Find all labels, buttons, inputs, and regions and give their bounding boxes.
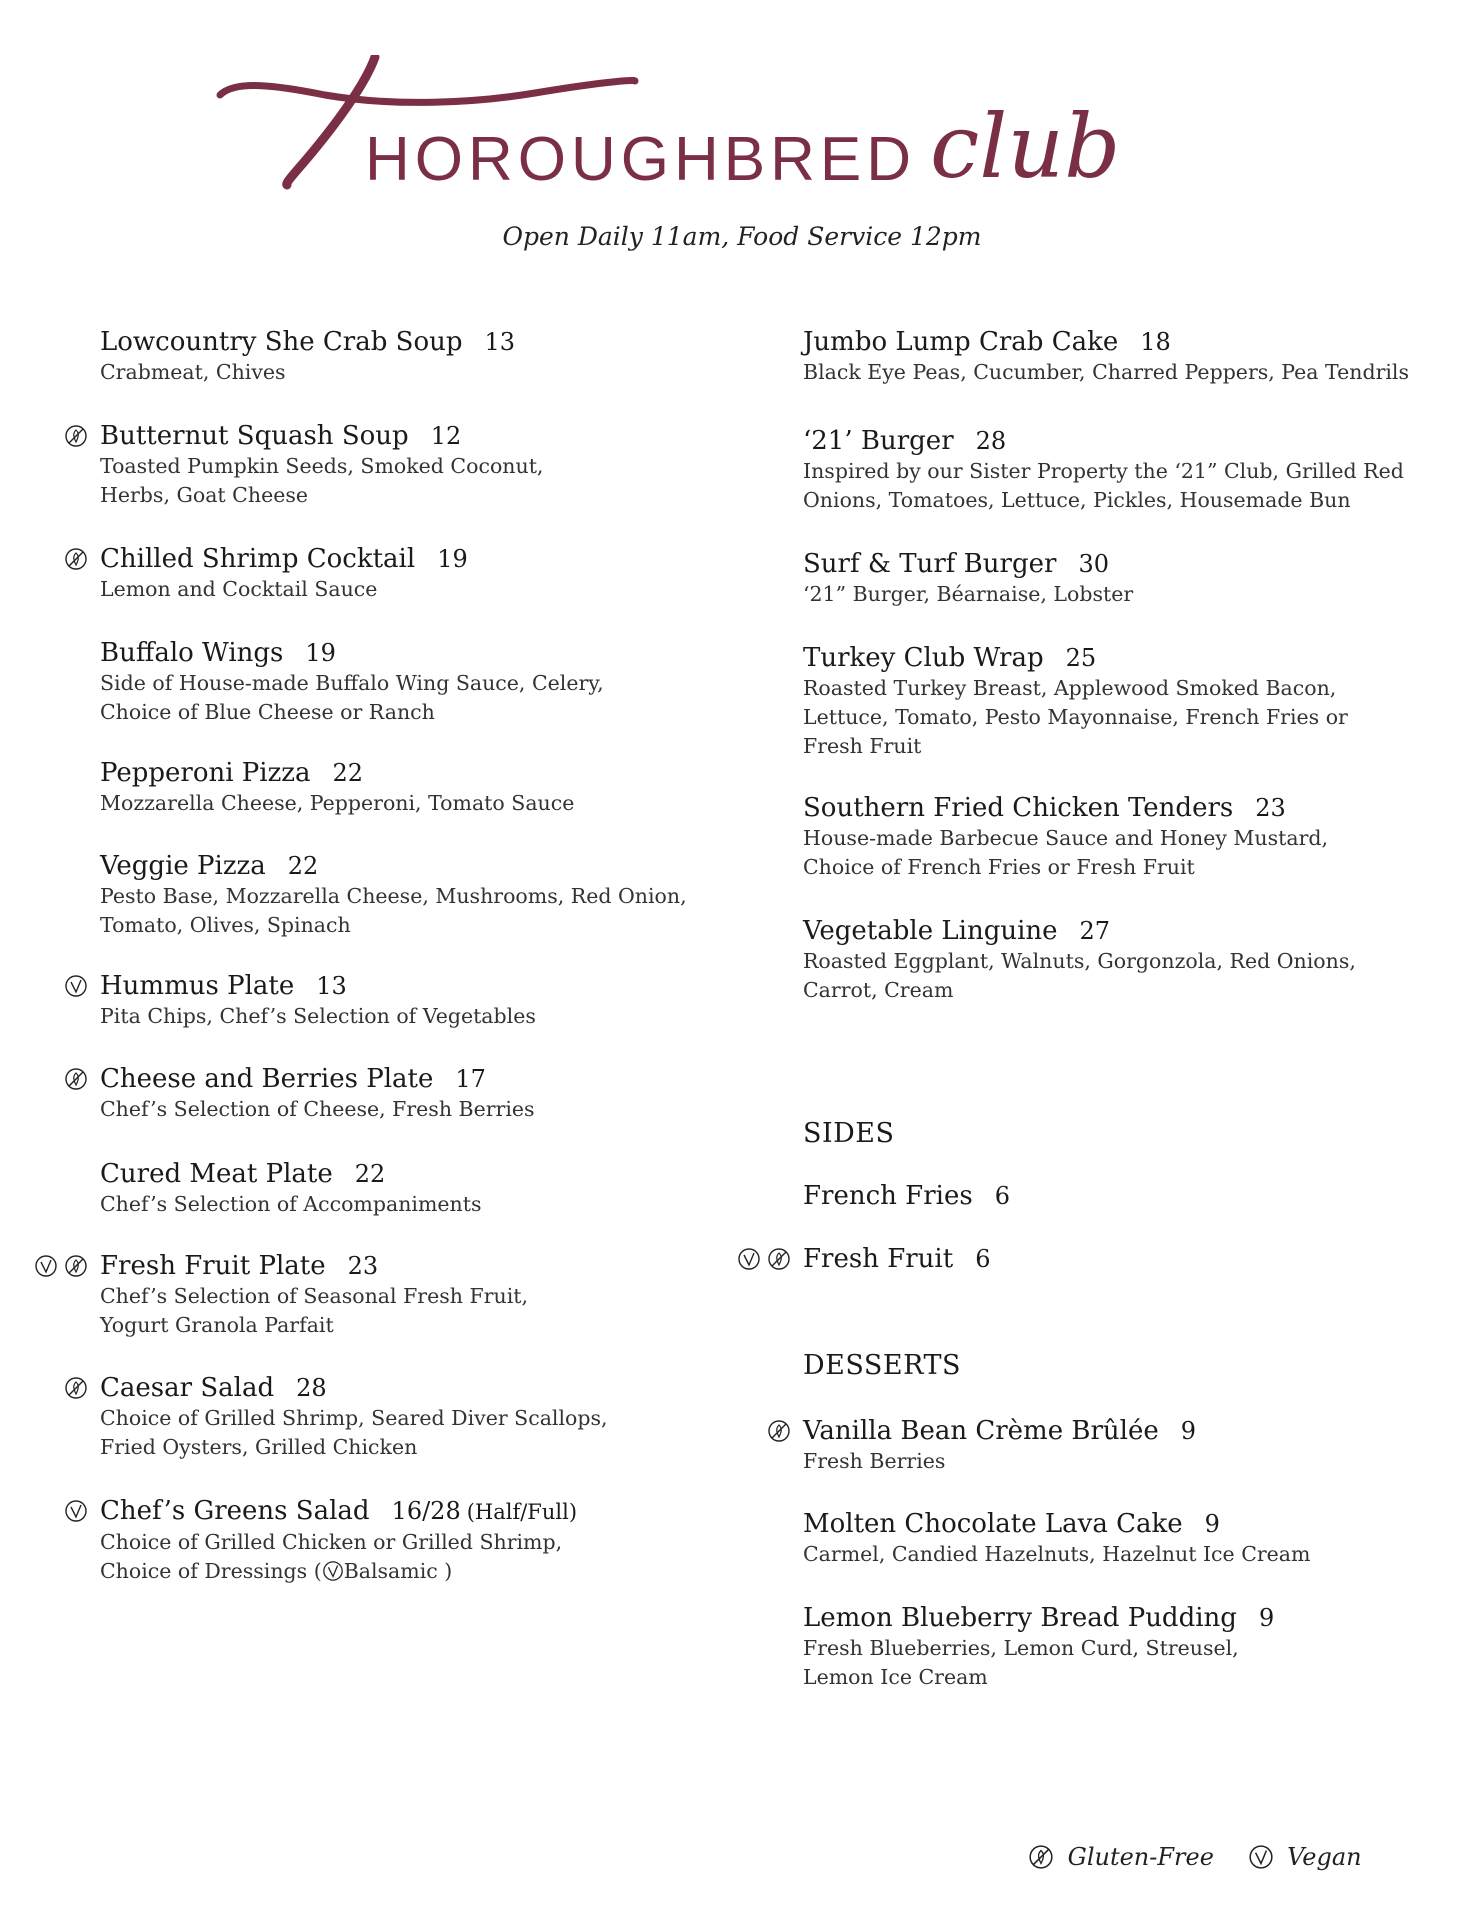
menu-item-title-line — [100, 637, 604, 669]
vegan-icon — [34, 1254, 58, 1278]
menu-item-price: 22 — [332, 759, 364, 787]
menu-item-name: Vanilla Bean Crème Brûlée — [803, 1416, 1159, 1446]
gluten-free-icon — [64, 1254, 88, 1278]
menu-item-name: Fresh Fruit — [803, 1244, 954, 1274]
menu-item-description: Lemon Ice Cream — [803, 1665, 988, 1689]
menu-item — [803, 915, 1356, 1005]
menu-item-name: Lemon Blueberry Bread Pudding — [803, 1603, 1237, 1633]
menu-item-description: Choice of Grilled Shrimp, Seared Diver Scallops, — [100, 1406, 608, 1430]
menu-item-description: Fresh Berries — [803, 1449, 946, 1473]
dressing-item: Balsamic ) — [343, 1559, 453, 1583]
menu-item-name: Fresh Fruit Plate — [100, 1251, 326, 1281]
menu-item-description: Pesto Base, Mozzarella Cheese, Mushrooms, Red Onion, — [100, 884, 687, 908]
menu-item-title-line — [803, 642, 1348, 674]
menu-item — [100, 757, 574, 818]
vegan-icon — [737, 1247, 761, 1271]
vegan-icon — [322, 1560, 344, 1582]
menu-item-description: Roasted Eggplant, Walnuts, Gorgonzola, Red Onions, — [803, 949, 1356, 973]
menu-item-description: Fresh Fruit — [803, 734, 922, 758]
menu-item-name: Buffalo Wings — [100, 638, 284, 668]
menu-item — [100, 1158, 482, 1219]
menu-item — [100, 637, 604, 727]
menu-item-name: French Fries — [803, 1181, 973, 1211]
brand-name-script: club — [930, 95, 1121, 198]
menu-item-description: Carrot, Cream — [803, 978, 954, 1002]
menu-item-name: Vegetable Linguine — [803, 916, 1058, 946]
menu-item-description: Carmel, Candied Hazelnuts, Hazelnut Ice Cream — [803, 1542, 1311, 1566]
menu-item-price: 28 — [296, 1374, 327, 1402]
dressing-prefix: Choice of Dressings ( — [100, 1559, 322, 1583]
menu-item-title-line — [100, 326, 515, 358]
hours-text: Open Daily 11am, Food Service 12pm — [502, 222, 982, 251]
menu-item — [100, 543, 468, 604]
menu-item-description: Onions, Tomatoes, Lettuce, Pickles, Housemade Bun — [803, 488, 1351, 512]
menu-item-description: ‘21” Burger, Béarnaise, Lobster — [803, 582, 1134, 606]
menu-item-description: Fresh Blueberries, Lemon Curd, Streusel, — [803, 1636, 1239, 1660]
menu-item-price: 9 — [1258, 1604, 1275, 1632]
menu-item-description: Herbs, Goat Cheese — [100, 483, 308, 507]
menu-item — [100, 1495, 577, 1586]
menu-item-price: 19 — [437, 545, 468, 573]
menu-item-price: 12 — [430, 422, 462, 450]
brand-name-main: HOROUGHBRED — [365, 125, 917, 194]
menu-item — [803, 1180, 1010, 1212]
gluten-free-icon — [767, 1247, 791, 1271]
menu-item-price: 6 — [994, 1182, 1010, 1210]
menu-item-name: Molten Chocolate Lava Cake — [803, 1509, 1183, 1539]
menu-item-name: ‘21’ Burger — [803, 426, 954, 456]
menu-item — [803, 1243, 990, 1275]
menu-item-price: 22 — [354, 1160, 386, 1188]
menu-item-title-line — [803, 425, 1404, 457]
menu-item — [100, 420, 543, 510]
menu-item-price: 18 — [1140, 328, 1171, 356]
menu-item-description: Pita Chips, Chef’s Selection of Vegetables — [100, 1004, 536, 1028]
menu-item-price: 22 — [287, 852, 319, 880]
menu-item-title-line — [803, 1243, 990, 1275]
menu-item-title-line — [803, 1508, 1310, 1540]
menu-item-price: 16/28 — [391, 1497, 461, 1525]
menu-item-price: 13 — [484, 328, 516, 356]
menu-item-description: Roasted Turkey Breast, Applewood Smoked Bacon, — [803, 676, 1337, 700]
menu-item — [803, 1415, 1196, 1476]
vegan-icon — [64, 974, 88, 998]
menu-item-name: Surf & Turf Burger — [803, 549, 1057, 579]
menu-item-name: Cured Meat Plate — [100, 1159, 333, 1189]
menu-item-title-line — [100, 1158, 482, 1190]
menu-item-description: Choice of French Fries or Fresh Fruit — [803, 855, 1195, 879]
gluten-free-icon — [64, 1376, 88, 1400]
vegan-icon — [64, 1499, 88, 1523]
menu-item — [100, 1250, 528, 1340]
menu-item-description: Chef’s Selection of Seasonal Fresh Fruit, — [100, 1284, 529, 1308]
menu-item-name: Jumbo Lump Crab Cake — [803, 327, 1119, 357]
menu-item — [100, 970, 536, 1031]
menu-item-title-line — [100, 757, 574, 789]
legend-gluten-free: Gluten-Free — [1067, 1843, 1214, 1871]
menu-item-name: Hummus Plate — [100, 971, 295, 1001]
menu-item-price: 19 — [305, 639, 336, 667]
gluten-free-icon — [767, 1419, 791, 1443]
menu-item-name: Caesar Salad — [100, 1373, 275, 1403]
vegan-icon — [1248, 1844, 1274, 1870]
menu-item — [803, 1602, 1274, 1692]
menu-item-title-line — [100, 1372, 608, 1404]
menu-item — [100, 850, 687, 940]
menu-item-price: 13 — [316, 972, 347, 1000]
menu-item-description: Lemon and Cocktail Sauce — [100, 577, 378, 601]
menu-item-price: 30 — [1078, 550, 1109, 578]
menu-item-title-line — [100, 850, 687, 882]
menu-item-description: Side of House-made Buffalo Wing Sauce, Celery, — [100, 671, 604, 695]
menu-item — [803, 425, 1404, 515]
menu-item-name: Chilled Shrimp Cocktail — [100, 544, 416, 574]
menu-item-price: 23 — [1255, 794, 1286, 822]
menu-item-description: Inspired by our Sister Property the ‘21” Club, Grilled Red — [803, 459, 1404, 483]
menu-item-title-line — [803, 792, 1328, 824]
menu-item-name: Southern Fried Chicken Tenders — [803, 793, 1234, 823]
menu-item-description: Mozzarella Cheese, Pepperoni, Tomato Sauce — [100, 791, 575, 815]
menu-item-name: Pepperoni Pizza — [100, 758, 311, 788]
menu-item-description: Fried Oysters, Grilled Chicken — [100, 1435, 418, 1459]
menu-item — [803, 548, 1133, 609]
gluten-free-icon — [64, 1067, 88, 1091]
menu-item-title-line — [100, 543, 468, 575]
menu-item-description: Choice of Grilled Chicken or Grilled Shrimp, — [100, 1530, 563, 1554]
menu-item — [803, 326, 1409, 387]
menu-item-title-line — [100, 420, 543, 452]
menu-item-name: Butternut Squash Soup — [100, 421, 409, 451]
menu-item-name: Turkey Club Wrap — [803, 643, 1044, 673]
gluten-free-icon — [64, 547, 88, 571]
menu-item — [100, 1372, 608, 1462]
menu-item-description: Tomato, Olives, Spinach — [100, 913, 351, 937]
menu-item-description — [100, 1557, 577, 1586]
menu-item — [100, 326, 515, 387]
menu-item-title-line — [803, 1180, 1010, 1212]
menu-item-name: Cheese and Berries Plate — [100, 1064, 434, 1094]
gluten-free-icon — [64, 424, 88, 448]
menu-item-description: Toasted Pumpkin Seeds, Smoked Coconut, — [100, 454, 544, 478]
menu-item-title-line — [803, 915, 1356, 947]
sides-heading: SIDES — [803, 1118, 895, 1149]
legend-vegan: Vegan — [1287, 1843, 1362, 1871]
menu-item-description: House-made Barbecue Sauce and Honey Mustard, — [803, 826, 1329, 850]
menu-item-price: 9 — [1204, 1510, 1220, 1538]
menu-item-price: 17 — [455, 1065, 486, 1093]
menu-item-name: Veggie Pizza — [100, 851, 266, 881]
menu-item-price: 25 — [1065, 644, 1097, 672]
gluten-free-icon — [1028, 1844, 1054, 1870]
menu-item-price: 28 — [975, 427, 1007, 455]
menu-item-price: 27 — [1079, 917, 1111, 945]
menu-item-description: Chef’s Selection of Accompaniments — [100, 1192, 482, 1216]
menu-item-price-note: (Half/Full) — [466, 1500, 578, 1524]
menu-item-title-line — [803, 326, 1409, 358]
menu-item-title-line — [803, 548, 1133, 580]
menu-item — [803, 642, 1348, 761]
menu-item-title-line — [100, 1495, 577, 1528]
menu-item-description: Yogurt Granola Parfait — [100, 1313, 334, 1337]
menu-item-price: 23 — [347, 1252, 379, 1280]
menu-item — [803, 1508, 1310, 1569]
menu-item-price: 9 — [1180, 1417, 1197, 1445]
brand-logo — [215, 55, 1185, 215]
menu-item-description: Crabmeat, Chives — [100, 360, 286, 384]
menu-item — [803, 792, 1328, 882]
menu-item-name: Chef’s Greens Salad — [100, 1496, 370, 1526]
menu-item — [100, 1063, 535, 1124]
menu-item-title-line — [100, 1063, 535, 1095]
menu-item-title-line — [803, 1602, 1274, 1634]
menu-item-title-line — [803, 1415, 1196, 1447]
menu-item-price: 6 — [975, 1245, 991, 1273]
menu-item-description: Chef’s Selection of Cheese, Fresh Berries — [100, 1097, 535, 1121]
menu-item-name: Lowcountry She Crab Soup — [100, 327, 463, 357]
menu-item-title-line — [100, 970, 536, 1002]
desserts-heading: DESSERTS — [803, 1350, 961, 1381]
menu-item-description: Black Eye Peas, Cucumber, Charred Peppers, Pea Tendrils — [803, 360, 1410, 384]
legend — [1028, 1843, 1362, 1871]
menu-item-description: Choice of Blue Cheese or Ranch — [100, 700, 435, 724]
menu-item-title-line — [100, 1250, 528, 1282]
menu-item-description: Lettuce, Tomato, Pesto Mayonnaise, French Fries or — [803, 705, 1348, 729]
